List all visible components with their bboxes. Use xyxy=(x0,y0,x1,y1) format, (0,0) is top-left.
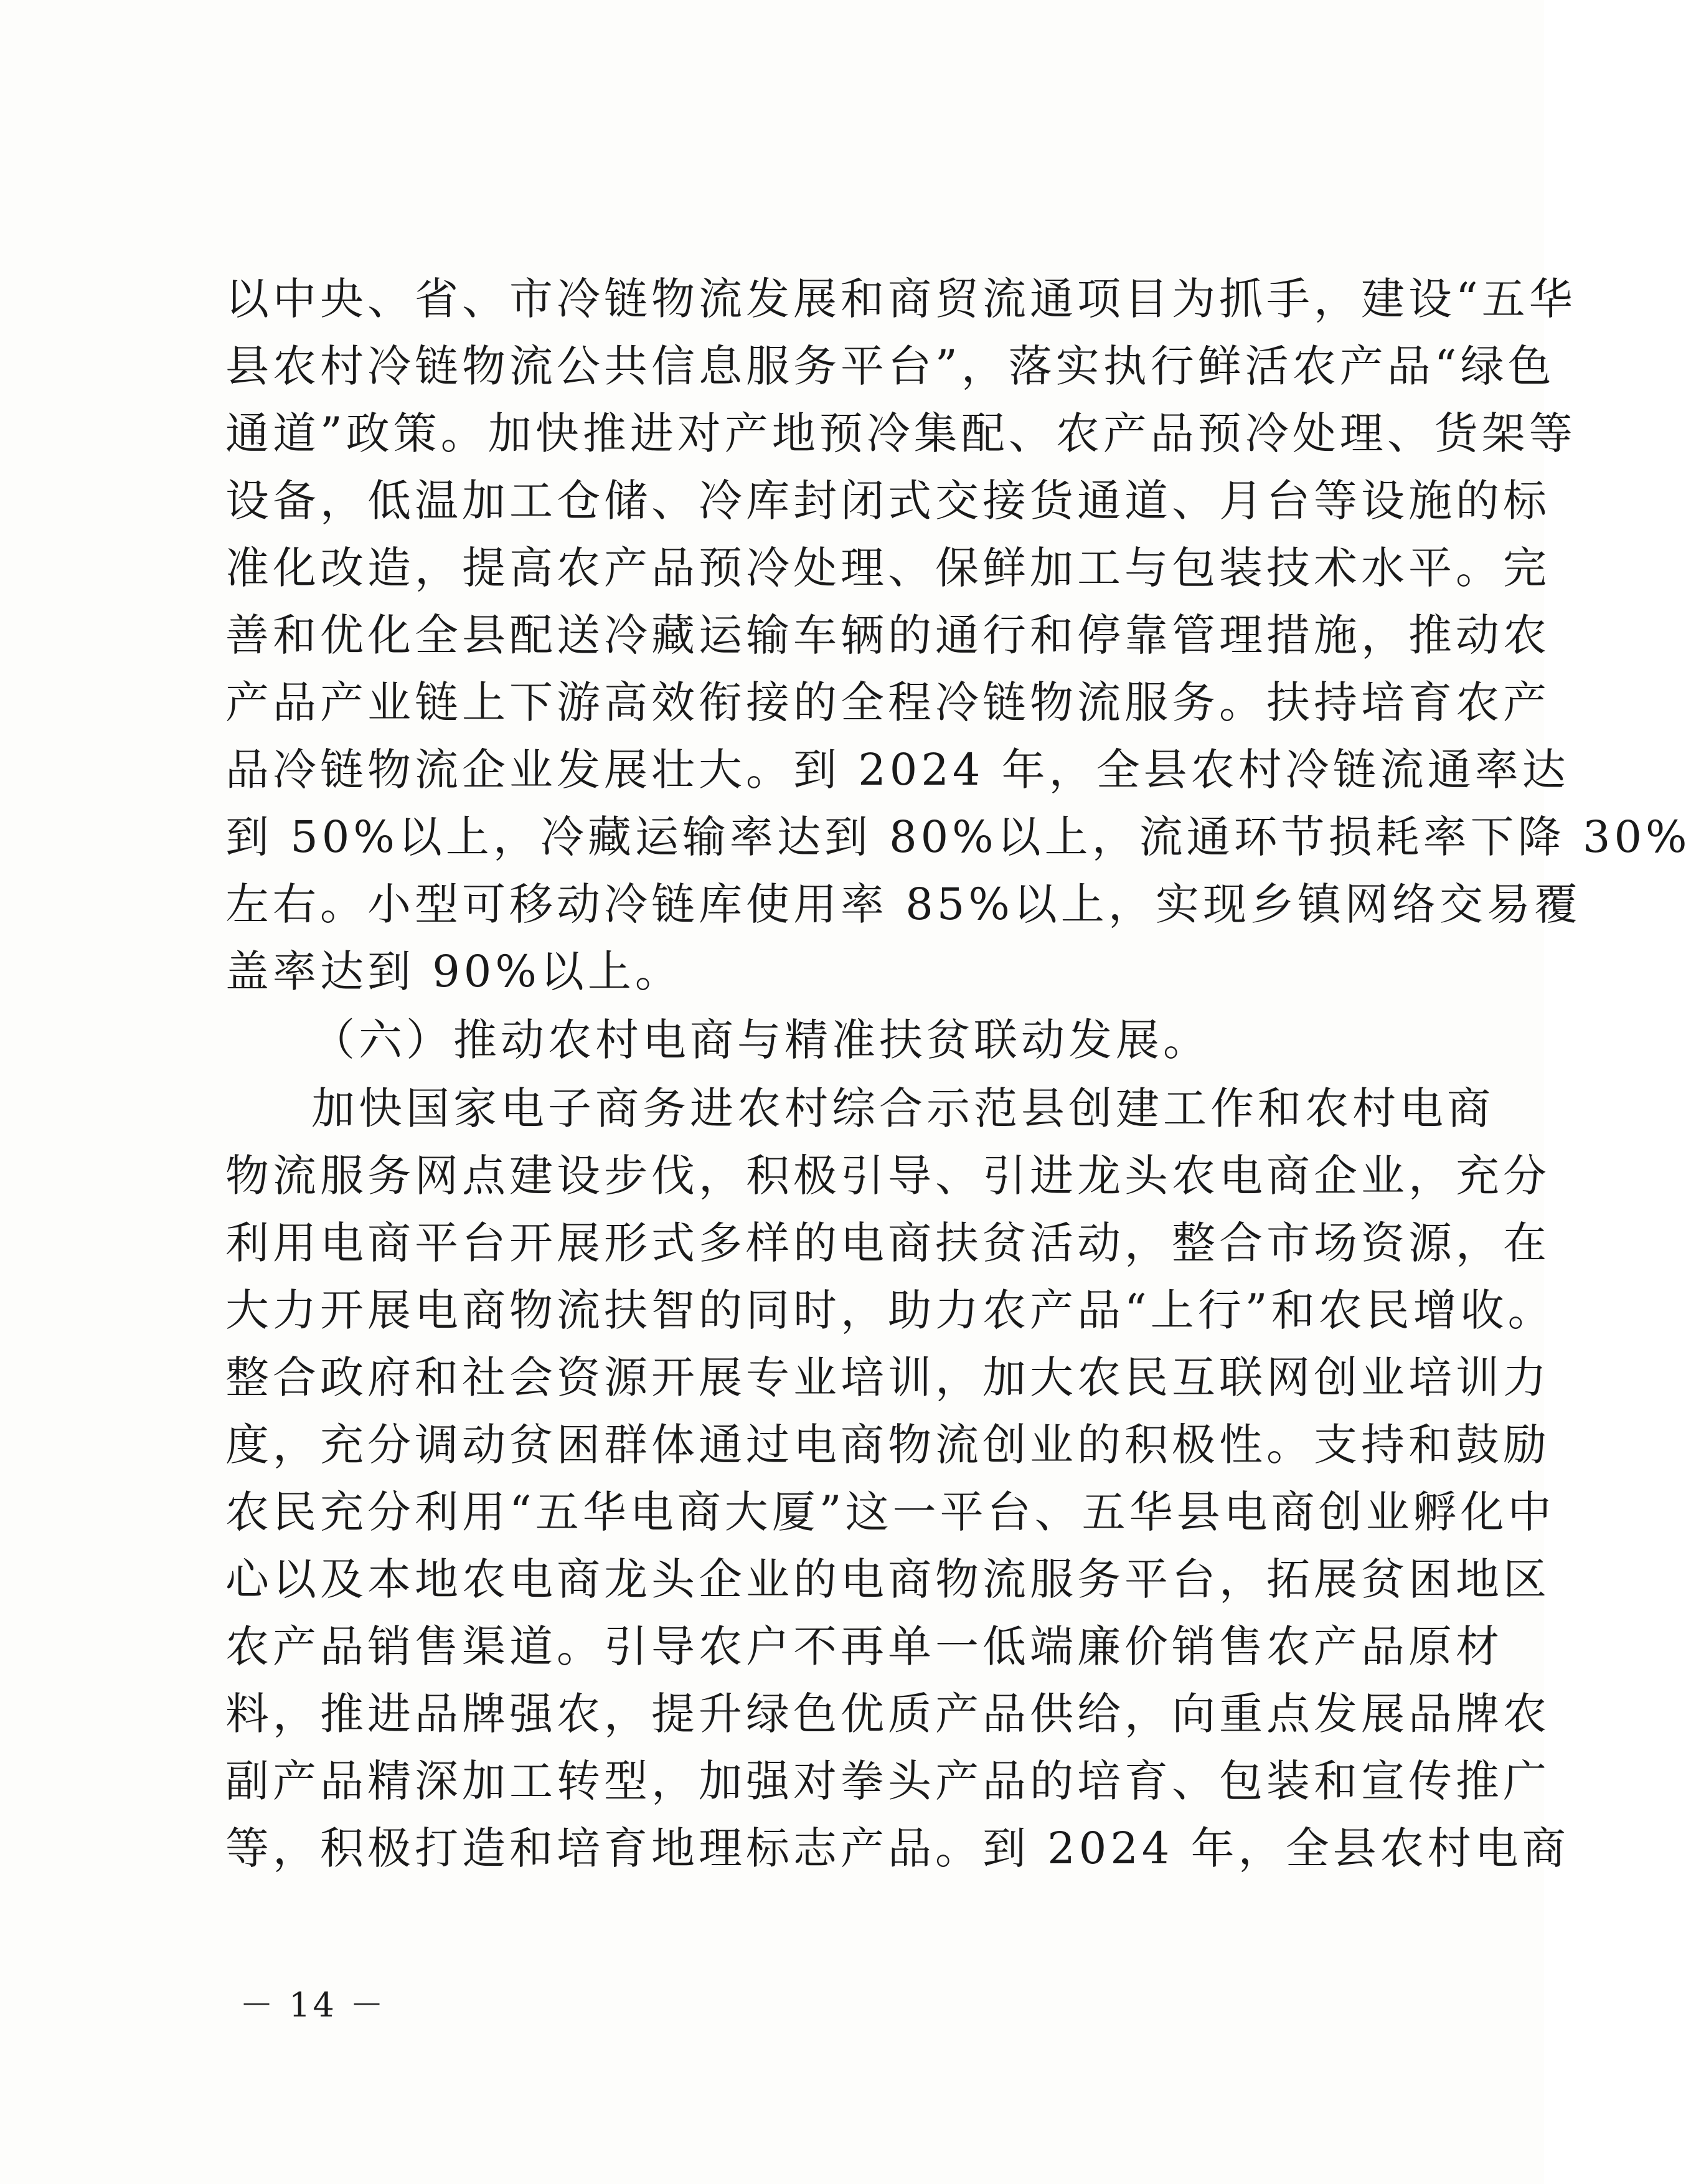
text-line: 农民充分利用“五华电商大厦”这一平台、五华县电商创业孵化中 xyxy=(225,1487,1555,1538)
text-line: 准化改造，提高农产品预冷处理、保鲜加工与包装技术水平。完 xyxy=(225,542,1550,593)
text-line: 产品产业链上下游高效衔接的全程冷链物流服务。扶持培育农产 xyxy=(225,677,1550,728)
text-line: 大力开展电商物流扶智的同时，助力农产品“上行”和农民增收。 xyxy=(225,1285,1555,1336)
text-line: 等，积极打造和培育地理标志产品。到 2024 年，全县农村电商 xyxy=(225,1823,1570,1874)
page-number: － 14 － xyxy=(240,1985,387,2025)
text-line: 料，推进品牌强农，提升绿色优质产品供给，向重点发展品牌农 xyxy=(225,1688,1550,1739)
text-line: 度，充分调动贫困群体通过电商物流创业的积极性。支持和鼓励 xyxy=(225,1419,1550,1470)
text-line: 设备，低温加工仓储、冷库封闭式交接货通道、月台等设施的标 xyxy=(225,475,1550,526)
text-line: 盖率达到 90%以上。 xyxy=(225,946,682,997)
section-heading: （六）推动农村电商与精准扶贫联动发展。 xyxy=(311,1014,1210,1066)
text-line: 善和优化全县配送冷藏运输车辆的通行和停靠管理措施，推动农 xyxy=(225,610,1550,661)
text-line: 整合政府和社会资源开展专业培训，加大农民互联网创业培训力 xyxy=(225,1352,1550,1403)
text-line: 农产品销售渠道。引导农户不再单一低端廉价销售农产品原材 xyxy=(225,1621,1503,1672)
text-line: 县农村冷链物流公共信息服务平台”，落实执行鲜活农产品“绿色 xyxy=(225,341,1555,392)
text-line: 加快国家电子商务进农村综合示范县创建工作和农村电商 xyxy=(311,1083,1494,1134)
text-line: 副产品精深加工转型，加强对拳头产品的培育、包装和宣传推广 xyxy=(225,1756,1550,1807)
text-line: 通道”政策。加快推进对产地预冷集配、农产品预冷处理、货架等 xyxy=(225,408,1576,459)
text-line: 到 50%以上，冷藏运输率达到 80%以上，流通环节损耗率下降 30% xyxy=(225,811,1691,863)
text-line: 利用电商平台开展形式多样的电商扶贫活动，整合市场资源，在 xyxy=(225,1217,1550,1269)
text-line: 心以及本地农电商龙头企业的电商物流服务平台，拓展贫困地区 xyxy=(225,1554,1550,1605)
text-line: 左右。小型可移动冷链库使用率 85%以上，实现乡镇网络交易覆 xyxy=(225,879,1581,930)
text-line: 以中央、省、市冷链物流发展和商贸流通项目为抓手，建设“五华 xyxy=(225,273,1576,324)
text-line: 物流服务网点建设步伐，积极引导、引进龙头农电商企业，充分 xyxy=(225,1150,1550,1201)
text-line: 品冷链物流企业发展壮大。到 2024 年，全县农村冷链流通率达 xyxy=(225,744,1570,795)
